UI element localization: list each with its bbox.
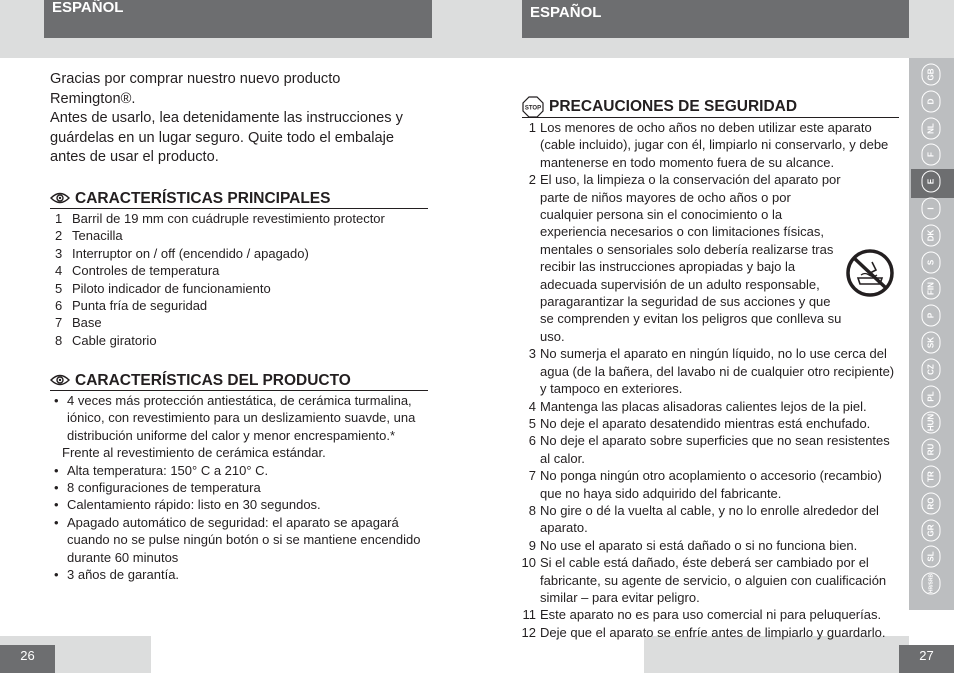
language-tab-s[interactable]: S bbox=[922, 251, 941, 273]
list-item: • 8 configuraciones de temperatura bbox=[54, 480, 261, 496]
list-item bbox=[520, 502, 902, 537]
item-number: 8 bbox=[528, 502, 536, 518]
item-text: El uso, la limpieza o la conservación del aparato por parte de niños mayores de ocho años o por cualquier persona sin el conocimiento o la experiencia necesarios o con limitaciones físicas, mentales o sensoriales solo debería realizarse tras recibir las instrucciones apropiadas y bajo la adecuada supervisión de un adulto responsable, paragarantizar la seguridad de sus acciones y que se comprenden y evitan los peligros que conlleva su uso. bbox=[540, 172, 842, 344]
list-item bbox=[52, 444, 432, 461]
item-number: 3 bbox=[55, 245, 63, 261]
item-text: No gire o dé la vuelta al cable, y no lo enrolle alrededor del aparato. bbox=[540, 502, 879, 536]
item-number: 7 bbox=[528, 468, 536, 484]
item-text: No deje el aparato desatendido mientras está enchufado. bbox=[540, 415, 871, 431]
features-heading bbox=[50, 188, 428, 209]
eye-icon bbox=[50, 191, 70, 205]
item-text: Punta fría de seguridad bbox=[72, 298, 208, 314]
safety-heading bbox=[522, 96, 899, 118]
product-title: CARACTERÍSTICAS DEL PRODUCTO bbox=[75, 371, 351, 389]
language-tab-e[interactable]: E bbox=[922, 171, 941, 193]
features-title: CARACTERÍSTICAS PRINCIPALES bbox=[75, 189, 331, 207]
list-item bbox=[55, 245, 430, 262]
language-tab-hun[interactable]: HUN bbox=[922, 412, 941, 434]
list-item bbox=[55, 210, 430, 227]
item-number: 1 bbox=[55, 211, 63, 226]
safety-list bbox=[520, 119, 902, 641]
language-tab-nl[interactable]: NL bbox=[922, 117, 941, 139]
list-item bbox=[520, 537, 902, 554]
item-text: No deje el aparato sobre superficies que no sean resistentes al calor. bbox=[540, 433, 890, 466]
list-item bbox=[520, 467, 902, 502]
item-text: No sumerja el aparato en ningún líquido, no lo use cerca del agua (de la bañera, del lavabo ni de cualquier otro recipiente) y tampoco en exteriores. bbox=[540, 346, 895, 397]
language-tab-cz[interactable]: CZ bbox=[922, 358, 941, 380]
item-number: 5 bbox=[528, 415, 536, 431]
item-text: Si el cable está dañado, éste deberá ser cambiado por el fabricante, su agente de servicio, o alguien con cualificación similar – para evitar peligro. bbox=[540, 555, 887, 605]
list-item bbox=[55, 297, 430, 314]
language-tab-fin[interactable]: FIN bbox=[922, 278, 941, 300]
language-tab-ru[interactable]: RU bbox=[922, 439, 941, 461]
list-item bbox=[55, 332, 430, 349]
list-item bbox=[520, 415, 902, 432]
item-text: Base bbox=[72, 315, 102, 331]
list-item: • Alta temperatura: 150° C a 210° C. bbox=[54, 462, 269, 478]
item-text: No ponga ningún otro acoplamiento o accesorio (recambio) que no haya sido adquirido del fabricante. bbox=[540, 468, 882, 501]
safety-title: PRECAUCIONES DE SEGURIDAD bbox=[549, 98, 798, 115]
item-text: Cable giratorio bbox=[72, 332, 157, 348]
language-tab-hr-srb[interactable]: HR/SRB bbox=[922, 573, 941, 595]
item-number: 7 bbox=[55, 315, 63, 331]
list-item bbox=[520, 398, 902, 415]
language-tab-gr[interactable]: GR bbox=[922, 519, 941, 541]
item-number: 6 bbox=[528, 433, 536, 449]
stop-sign-label: STOP bbox=[524, 105, 542, 111]
language-tab-tr[interactable]: TR bbox=[922, 466, 941, 488]
item-number: 9 bbox=[528, 537, 536, 553]
item-text: Piloto indicador de funcionamiento bbox=[72, 280, 271, 296]
list-item bbox=[520, 606, 902, 623]
item-number: 6 bbox=[55, 298, 63, 314]
language-tab-gb[interactable]: GB bbox=[922, 64, 941, 86]
list-item bbox=[520, 345, 902, 397]
item-number: 3 bbox=[528, 346, 536, 362]
language-tab-ro[interactable]: RO bbox=[922, 492, 941, 514]
list-item bbox=[55, 280, 430, 297]
intro-paragraph-thanks: Gracias por comprar nuestro nuevo producto Remington®. bbox=[50, 71, 341, 107]
item-text: Interruptor on / off (encendido / apagado) bbox=[72, 245, 309, 261]
item-text: Tenacilla bbox=[72, 228, 123, 244]
list-item: • 4 veces más protección antiestática, de cerámica turmalina, iónico, con revestimiento para un deslizamiento suavde, una distribución uniforme del calor y menor encrespamiento.* bbox=[54, 393, 416, 443]
product-heading bbox=[50, 370, 428, 391]
eye-icon bbox=[50, 373, 70, 387]
language-tab-dk[interactable]: DK bbox=[922, 224, 941, 246]
language-tab-d[interactable]: D bbox=[922, 90, 941, 112]
list-item: • 3 años de garantía. bbox=[54, 567, 180, 583]
item-text: Controles de temperatura bbox=[72, 263, 220, 279]
list-item bbox=[520, 432, 902, 467]
item-number: 2 bbox=[55, 228, 63, 244]
language-tab-sk[interactable]: SK bbox=[922, 332, 941, 354]
list-item: • Calentamiento rápido: listo en 30 segundos. bbox=[54, 497, 321, 513]
list-item: • Apagado automático de seguridad: el aparato se apagará cuando no se pulse ningún botón o si se mantiene encendido durante 60 minutos bbox=[54, 514, 421, 565]
right-page-number: 27 bbox=[899, 645, 954, 673]
intro-paragraph-instructions: Antes de usarlo, lea detenidamente las instrucciones y guárdelas en un lugar seguro. Quite todo el embalaje antes de usar el producto. bbox=[50, 110, 403, 165]
language-tab-sl[interactable]: SL bbox=[922, 546, 941, 568]
language-tab-i[interactable]: I bbox=[922, 198, 941, 220]
item-text: Este aparato no es para uso comercial ni para peluquerías. bbox=[540, 607, 882, 623]
right-language-header: ESPAÑOL bbox=[522, 0, 909, 38]
list-item bbox=[520, 554, 902, 606]
list-item bbox=[55, 262, 430, 279]
stop-sign-icon bbox=[522, 96, 544, 118]
item-text: Mantenga las placas alisadoras calientes lejos de la piel. bbox=[540, 398, 867, 414]
item-number: 10 bbox=[521, 555, 536, 571]
product-features-list bbox=[52, 392, 432, 583]
item-text: Barril de 19 mm con cuádruple revestimiento protector bbox=[72, 211, 385, 226]
intro-text bbox=[50, 70, 420, 168]
item-number: 4 bbox=[55, 263, 63, 279]
left-language-header: ESPAÑOL bbox=[44, 0, 432, 38]
features-list bbox=[55, 210, 430, 349]
list-item bbox=[520, 624, 902, 641]
item-number: 11 bbox=[522, 607, 536, 623]
item-text: Deje que el aparato se enfríe antes de limpiarlo y guardarlo. bbox=[540, 624, 886, 640]
item-number: 4 bbox=[528, 398, 536, 414]
item-number: 2 bbox=[528, 172, 536, 188]
language-tab-p[interactable]: P bbox=[922, 305, 941, 327]
list-item bbox=[520, 119, 902, 171]
item-number: 5 bbox=[55, 280, 63, 296]
left-page-number: 26 bbox=[0, 645, 55, 673]
no-water-icon bbox=[845, 248, 895, 298]
item-text: Los menores de ocho años no deben utilizar este aparato (cable incluido), jugar con él, limpiarlo ni conservarlo, y debe mantenerse en todo momento fuera de su alcance. bbox=[540, 120, 889, 170]
language-tab-pl[interactable]: PL bbox=[922, 385, 941, 407]
item-text: No use el aparato si está dañado o si no funciona bien. bbox=[540, 537, 858, 553]
item-number: 12 bbox=[521, 624, 536, 640]
item-number: 1 bbox=[528, 120, 536, 135]
footnote: Frente al revestimiento de cerámica estándar. bbox=[62, 445, 326, 461]
list-item bbox=[55, 314, 430, 331]
bottom-right-panel bbox=[644, 636, 909, 673]
list-item bbox=[55, 227, 430, 244]
language-tab-f[interactable]: F bbox=[922, 144, 941, 166]
item-number: 8 bbox=[55, 332, 63, 348]
